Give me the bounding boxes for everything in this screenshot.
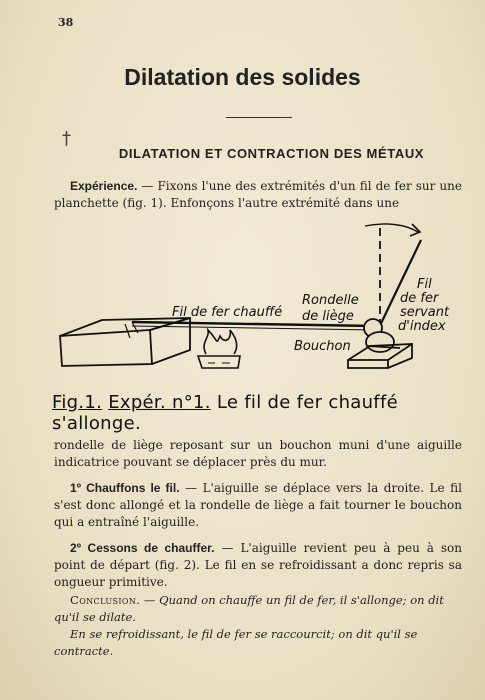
conclusion-label: Conclusion. [70,593,141,607]
conclusion-paragraph-2 [54,626,466,660]
title-underline [226,117,292,118]
experience-paragraph [54,178,462,212]
label-index-1: Fil [417,277,432,292]
label-index-3: servant [400,305,450,320]
caption-prefix: Fig.1. [52,392,103,413]
label-index-2: de fer [400,291,439,306]
page-number: 38 [58,16,74,29]
continuation-paragraph: rondelle de liège reposant sur un bouchon muni d'une aiguille indicatrice pouvant se déplacer près du mur. [54,438,462,469]
conclusion-line-1: Quand on chauffe un fil de fer, il s'allonge; on dit qu'il se dilate. [54,593,444,624]
step-1-text: — L'aiguille se déplace vers la droite. Le fil s'est donc allongé et la rondelle de liège a fait tourner le bouchon qui a entraîné l'aiguille. [54,481,462,529]
wooden-board [60,318,190,366]
conclusion-paragraph [54,592,466,626]
step-1-paragraph [54,480,462,531]
label-cork: Bouchon [294,339,351,354]
conclusion-dash: — [140,593,160,607]
step-2-lead: 2º Cessons de chauffer. [70,541,215,555]
page-title: Dilatation des solides [124,64,361,90]
figure-caption [52,392,485,434]
label-disk-2: de liège [302,309,354,324]
label-wire: Fil de fer chauffé [172,305,283,320]
label-index-4: d'index [398,319,446,334]
burner-flame [198,330,240,368]
conclusion-line-2: En se refroidissant, le fil de fer se raccourcit; on dit qu'il se contracte. [54,627,418,658]
step-2-text: — L'aiguille revient peu à peu à son point de départ (fig. 2). Le fil en se refroidissant a donc repris sa ongueur primitive. [54,541,462,589]
experience-lead: Expérience. [70,179,138,193]
handwritten-margin-mark: † [62,128,71,149]
step-1-lead: 1º Chauffons le fil. [70,481,180,495]
figure-1-illustration [40,218,470,378]
section-heading: DILATATION ET CONTRACTION DES MÉTAUX [118,146,425,161]
caption-experiment: Expér. n°1. [108,392,211,413]
label-disk-1: Rondelle [302,293,359,308]
caption-text: Le fil de fer chauffé s'allonge. [52,392,398,434]
experience-text: — Fixons l'une des extrémités d'un fil de fer sur une planchette (fig. 1). Enfonçons l'autre extrémité dans une [54,179,462,210]
step-2-paragraph [54,540,462,591]
